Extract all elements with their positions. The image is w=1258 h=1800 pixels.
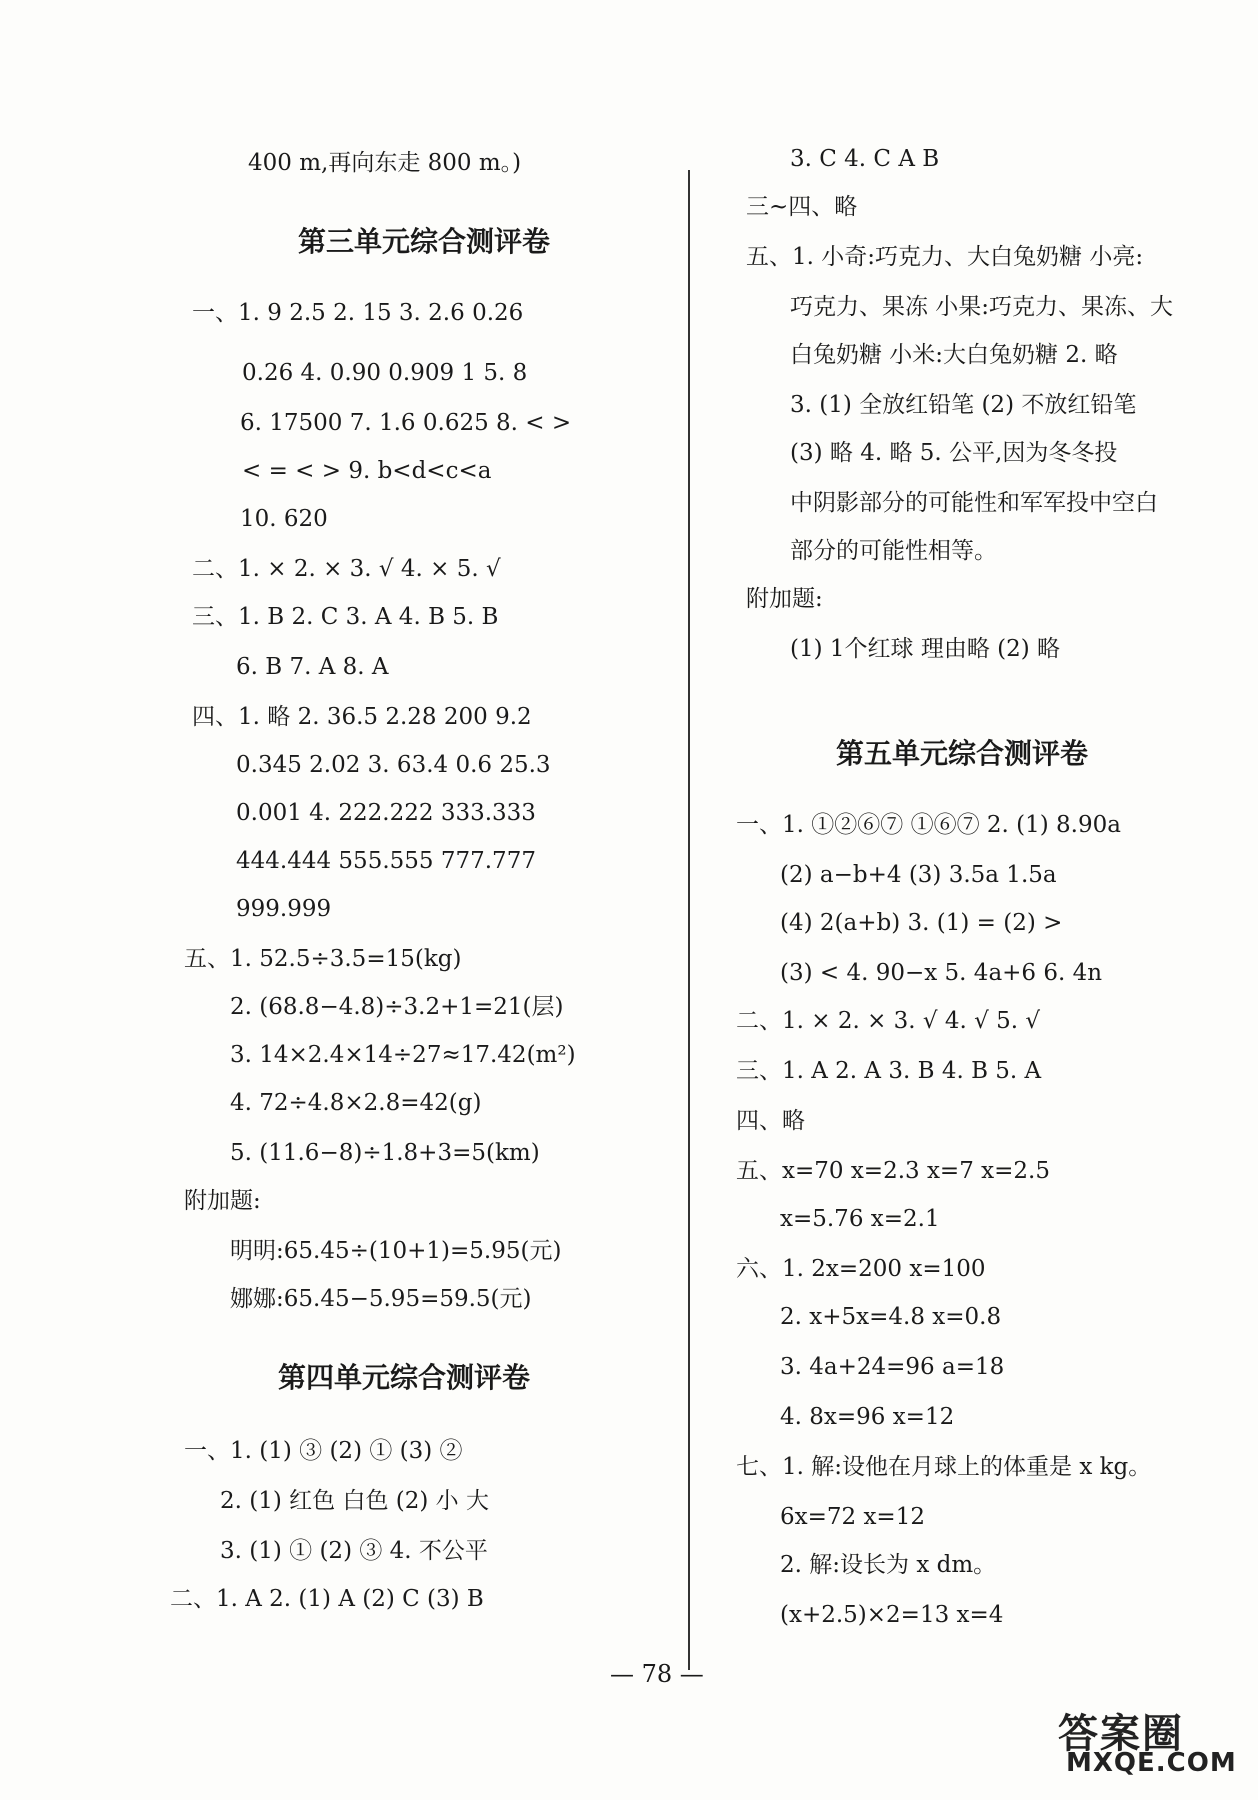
section-title: 第四单元综合测评卷: [278, 1361, 531, 1394]
answer-line: 一、1. (1) ③ (2) ① (3) ②: [184, 1438, 463, 1464]
answer-line: 5. (11.6−8)÷1.8+3=5(km): [230, 1140, 540, 1166]
answer-line: 6. B 7. A 8. A: [236, 654, 389, 680]
answer-line: 2. (1) 红色 白色 (2) 小 大: [220, 1488, 489, 1514]
answer-line: 3. C 4. C A B: [790, 146, 940, 172]
answer-line: (4) 2(a+b) 3. (1) = (2) >: [780, 910, 1063, 936]
answer-line: 0.26 4. 0.90 0.909 1 5. 8: [242, 360, 528, 386]
answer-line: 五、x=70 x=2.3 x=7 x=2.5: [736, 1158, 1050, 1184]
answer-line: 6. 17500 7. 1.6 0.625 8. < >: [240, 410, 572, 436]
section-title: 第三单元综合测评卷: [298, 225, 551, 258]
answer-line: 3. (1) 全放红铅笔 (2) 不放红铅笔: [790, 392, 1137, 418]
answer-line: 3. 4a+24=96 a=18: [780, 1354, 1005, 1380]
answer-line: 2. (68.8−4.8)÷3.2+1=21(层): [230, 994, 564, 1020]
answer-line: 0.001 4. 222.222 333.333: [236, 800, 536, 826]
answer-line: 三~四、略: [746, 194, 858, 220]
answer-line: 4. 72÷4.8×2.8=42(g): [230, 1090, 482, 1116]
answer-line: 3. 14×2.4×14÷27≈17.42(m²): [230, 1042, 576, 1068]
watermark-main: 答案圈: [1058, 1711, 1184, 1757]
answer-line: 附加题:: [746, 586, 823, 612]
answer-line: 3. (1) ① (2) ③ 4. 不公平: [220, 1538, 488, 1564]
answer-line: 六、1. 2x=200 x=100: [736, 1256, 986, 1282]
answer-line: 二、1. × 2. × 3. √ 4. × 5. √: [192, 556, 501, 582]
answer-line: 2. x+5x=4.8 x=0.8: [780, 1304, 1002, 1330]
answer-line: 2. 解:设长为 x dm。: [780, 1552, 997, 1578]
answer-line: 三、1. B 2. C 3. A 4. B 5. B: [192, 604, 499, 630]
answer-line: 三、1. A 2. A 3. B 4. B 5. A: [736, 1058, 1042, 1084]
column-divider: [688, 170, 690, 1670]
answer-line: (3) < 4. 90−x 5. 4a+6 6. 4n: [780, 960, 1103, 986]
answer-line: < = < > 9. b<d<c<a: [242, 458, 492, 484]
answer-line: 娜娜:65.45−5.95=59.5(元): [230, 1286, 532, 1312]
section-title: 第五单元综合测评卷: [836, 737, 1089, 770]
answer-line: 444.444 555.555 777.777: [236, 848, 536, 874]
answer-line: 一、1. ①②⑥⑦ ①⑥⑦ 2. (1) 8.90a: [736, 812, 1121, 838]
watermark-logo: [1038, 1702, 1237, 1782]
answer-line: (2) a−b+4 (3) 3.5a 1.5a: [780, 862, 1057, 888]
answer-line: (3) 略 4. 略 5. 公平,因为冬冬投: [790, 440, 1118, 466]
page-number: — 78 —: [610, 1660, 704, 1688]
answer-line: 明明:65.45÷(10+1)=5.95(元): [230, 1238, 562, 1264]
answer-line: 五、1. 小奇:巧克力、大白兔奶糖 小亮:: [746, 244, 1144, 270]
answer-line: 6x=72 x=12: [780, 1504, 925, 1530]
answer-line: 中阴影部分的可能性和军军投中空白: [790, 490, 1158, 516]
answer-line: 二、1. × 2. × 3. √ 4. √ 5. √: [736, 1008, 1041, 1034]
answer-line: 10. 620: [240, 506, 328, 532]
answer-line: 400 m,再向东走 800 m。): [248, 150, 522, 176]
answer-line: (x+2.5)×2=13 x=4: [780, 1602, 1004, 1628]
answer-line: 五、1. 52.5÷3.5=15(kg): [184, 946, 462, 972]
answer-line: 一、1. 9 2.5 2. 15 3. 2.6 0.26: [192, 300, 524, 326]
answer-line: 附加题:: [184, 1188, 261, 1214]
answer-line: 4. 8x=96 x=12: [780, 1404, 955, 1430]
answer-line: 二、1. A 2. (1) A (2) C (3) B: [170, 1586, 484, 1612]
watermark-sub: MXQE.COM: [1066, 1748, 1237, 1778]
answer-line: 999.999: [236, 896, 332, 922]
answer-line: 巧克力、果冻 小果:巧克力、果冻、大: [790, 294, 1174, 320]
answer-line: x=5.76 x=2.1: [780, 1206, 940, 1232]
answer-line: 四、1. 略 2. 36.5 2.28 200 9.2: [192, 704, 532, 730]
answer-line: (1) 1个红球 理由略 (2) 略: [790, 636, 1061, 662]
answer-line: 部分的可能性相等。: [790, 538, 997, 564]
answer-line: 四、略: [736, 1108, 805, 1134]
answer-line: 0.345 2.02 3. 63.4 0.6 25.3: [236, 752, 551, 778]
answer-line: 白兔奶糖 小米:大白兔奶糖 2. 略: [790, 342, 1118, 368]
answer-line: 七、1. 解:设他在月球上的体重是 x kg。: [736, 1454, 1152, 1480]
